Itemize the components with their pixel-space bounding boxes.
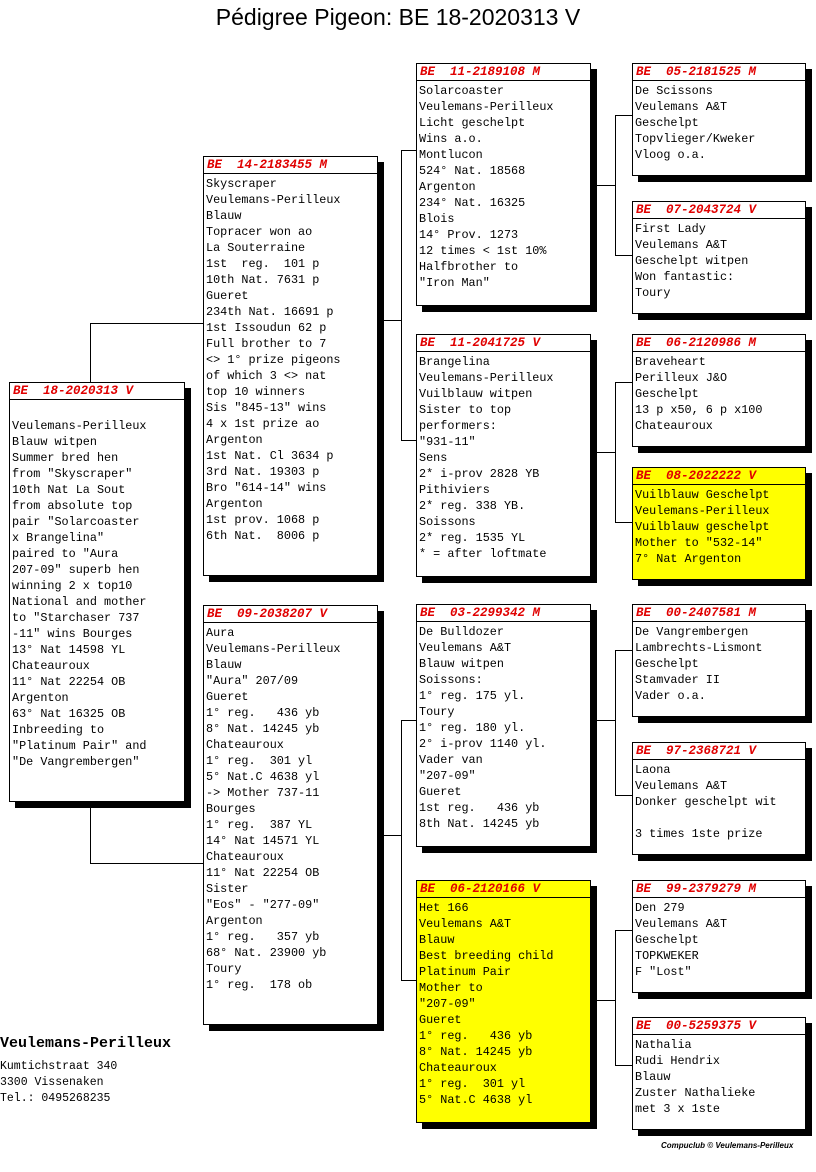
connector-line [615,522,633,523]
pigeon-detail-line: Skyscraper [206,177,277,191]
pigeon-card-ddd [632,1017,806,1130]
pigeon-detail-line: 14° Nat 14571 YL [206,834,320,848]
pigeon-details [204,174,377,544]
pigeon-detail-line: 1° reg. 387 YL [206,818,313,832]
connector-line [382,835,402,836]
connector-line [401,980,417,981]
pigeon-detail-line: 1° reg. 301 yl [206,754,313,768]
pigeon-detail-line: Rudi Hendrix [635,1054,720,1068]
pigeon-detail-line: Argenton [206,497,263,511]
pigeon-card-sdd [632,467,806,580]
ring-number: BE 18-2020313 V [10,383,184,400]
connector-line [596,452,616,453]
pigeon-detail-line: 63° Nat 16325 OB [12,707,126,721]
ring-number: BE 08-2022222 V [633,468,805,485]
pigeon-detail-line: First Lady [635,222,706,236]
pigeon-detail-line: 1st reg. 436 yb [419,801,540,815]
pigeon-detail-line: 2* reg. 338 YB. [419,499,526,513]
pigeon-detail-line: 1° reg. 175 yl. [419,689,526,703]
pigeon-detail-line: Blauw [635,1070,671,1084]
ring-number: BE 14-2183455 M [204,157,377,174]
pigeon-detail-line: 3 times 1ste prize [635,827,763,841]
pigeon-detail-line: Vuilblauw Geschelpt [635,488,770,502]
connector-line [401,720,402,980]
pigeon-card-sire [203,156,378,576]
ring-number: BE 05-2181525 M [633,64,805,81]
pigeon-detail-line: 1st Nat. Cl 3634 p [206,449,334,463]
pigeon-detail-line: Veulemans-Perilleux [635,504,770,518]
pigeon-detail-line: from "Skyscraper" [12,467,133,481]
pigeon-detail-line: 2° i-prov 1140 yl. [419,737,547,751]
pigeon-detail-line: Geschelpt [635,657,699,671]
pigeon-detail-line: Wins a.o. [419,132,483,146]
owner-street: Kumtichstraat 340 [0,1060,118,1073]
pigeon-detail-line: Chateauroux [206,738,284,752]
connector-line [90,863,204,864]
connector-line [596,185,616,186]
pigeon-detail-line: 12 times < 1st 10% [419,244,547,258]
pigeon-detail-line: Soissons: [419,673,483,687]
owner-city: 3300 Vissenaken [0,1076,104,1089]
pigeon-detail-line: 2* i-prov 2828 YB [419,467,540,481]
pigeon-detail-line: De Vangrembergen [635,625,749,639]
pigeon-detail-line: top 10 winners [206,385,306,399]
pigeon-card-dds [632,880,806,993]
pigeon-detail-line: 207-09" superb hen [12,563,140,577]
pigeon-detail-line: Argenton [206,914,263,928]
pigeon-detail-line: "Aura" 207/09 [206,674,299,688]
ring-number: BE 09-2038207 V [204,606,377,623]
pigeon-detail-line: Argenton [12,691,69,705]
pigeon-card-dsd [632,742,806,855]
pigeon-detail-line: TOPKWEKER [635,949,699,963]
pigeon-detail-line: National and mother [12,595,147,609]
pigeon-detail-line: "207-09" [419,997,476,1011]
pigeon-detail-line: Chateauroux [12,659,90,673]
pigeon-detail-line: Lambrechts-Lismont [635,641,763,655]
pigeon-detail-line: Braveheart [635,355,706,369]
pigeon-details [204,623,377,993]
pigeon-detail-line: Soissons [419,515,476,529]
pigeon-detail-line: 7° Nat Argenton [635,552,742,566]
ring-number: BE 06-2120986 M [633,335,805,352]
pigeon-detail-line: Geschelpt witpen [635,254,749,268]
pigeon-detail-line: Toury [206,962,242,976]
pigeon-detail-line: Blauw [206,209,242,223]
pigeon-detail-line: Toury [635,286,671,300]
connector-line [615,382,633,383]
pigeon-details [10,400,184,770]
pigeon-detail-line: Vuilblauw geschelpt [635,520,770,534]
pigeon-detail-line: Topracer won ao [206,225,313,239]
connector-line [401,720,417,721]
pigeon-details [633,898,805,980]
connector-line [615,255,633,256]
pigeon-detail-line: Gueret [206,690,249,704]
pigeon-detail-line: Sis "845-13" wins [206,401,327,415]
pigeon-detail-line: Blauw witpen [419,657,504,671]
pigeon-detail-line: Donker geschelpt wit [635,795,777,809]
pigeon-detail-line: Geschelpt [635,387,699,401]
pigeon-detail-line: Perilleux J&O [635,371,728,385]
pigeon-detail-line: Brangelina [419,355,490,369]
pigeon-detail-line: 5° Nat.C 4638 yl [419,1093,533,1107]
pigeon-detail-line: 11° Nat 22254 OB [12,675,126,689]
pigeon-detail-line: -> Mother 737-11 [206,786,320,800]
pigeon-detail-line: Best breeding child [419,949,554,963]
pigeon-detail-line: Veulemans-Perilleux [419,371,554,385]
pigeon-details [633,485,805,567]
pigeon-detail-line: Full brother to 7 [206,337,327,351]
pigeon-detail-line: Den 279 [635,901,685,915]
pigeon-detail-line: Gueret [419,785,462,799]
pigeon-detail-line: Geschelpt [635,933,699,947]
connector-line [615,1065,633,1066]
pigeon-detail-line: 2* reg. 1535 YL [419,531,526,545]
pigeon-detail-line: 8° Nat. 14245 yb [206,722,320,736]
pigeon-detail-line: 1° reg. 357 yb [206,930,320,944]
pigeon-detail-line: "931-11" [419,435,476,449]
pigeon-detail-line: Veulemans A&T [635,779,728,793]
pigeon-detail-line: Bro "614-14" wins [206,481,327,495]
page-title: Pédigree Pigeon: BE 18-2020313 V [215,4,581,30]
pigeon-detail-line: Veulemans A&T [635,917,728,931]
pigeon-details [633,219,805,301]
pigeon-details [633,760,805,842]
pigeon-detail-line: 1° reg. 178 ob [206,978,313,992]
connector-line [615,795,633,796]
connector-line [615,650,633,651]
pigeon-detail-line: 6th Nat. 8006 p [206,529,320,543]
pigeon-detail-line: "Iron Man" [419,276,490,290]
pigeon-card-sds [632,334,806,447]
pigeon-detail-line: 4 x 1st prize ao [206,417,320,431]
connector-line [615,382,616,522]
pigeon-detail-line: winning 2 x top10 [12,579,133,593]
connector-line [401,440,417,441]
pigeon-detail-line: Veulemans-Perilleux [206,642,341,656]
pigeon-detail-line: 68° Nat. 23900 yb [206,946,327,960]
pigeon-details [417,81,590,291]
pigeon-details [633,352,805,434]
connector-line [615,930,633,931]
pigeon-detail-line: 524° Nat. 18568 [419,164,526,178]
pigeon-card-sire-sire [416,63,591,306]
pigeon-detail-line: performers: [419,419,497,433]
pigeon-detail-line [10,402,184,418]
pigeon-details [633,1035,805,1117]
pigeon-detail-line: Veulemans-Perilleux [12,419,147,433]
pigeon-card-dam [203,605,378,1025]
pigeon-detail-line: Nathalia [635,1038,692,1052]
pigeon-detail-line: Blois [419,212,455,226]
pigeon-detail-line: Blauw [206,658,242,672]
pigeon-detail-line: 3rd Nat. 19303 p [206,465,320,479]
pigeon-detail-line: * = after loftmate [419,547,547,561]
pigeon-detail-line: Inbreeding to [12,723,105,737]
pigeon-detail-line: 11° Nat 22254 OB [206,866,320,880]
pigeon-detail-line: 1° reg. 436 yb [419,1029,533,1043]
ring-number: BE 03-2299342 M [417,605,590,622]
pigeon-detail-line: Argenton [419,180,476,194]
pigeon-detail-line: paired to "Aura [12,547,119,561]
pigeon-detail-line: Vloog o.a. [635,148,706,162]
pigeon-detail-line: Vuilblauw witpen [419,387,533,401]
pigeon-detail-line: 13 p x50, 6 p x100 [635,403,763,417]
pigeon-detail-line: Zuster Nathalieke [635,1086,756,1100]
pigeon-detail-line: De Scissons [635,84,713,98]
pigeon-card-dam-sire [416,604,591,847]
pigeon-detail-line: "Eos" - "277-09" [206,898,320,912]
pigeon-detail-line: Mother to "532-14" [635,536,763,550]
pigeon-card-dam-dam [416,880,591,1123]
pigeon-detail-line: Stamvader II [635,673,720,687]
pigeon-detail-line: 5° Nat.C 4638 yl [206,770,320,784]
pigeon-detail-line: Sister [206,882,249,896]
pigeon-detail-line: Bourges [206,802,256,816]
ring-number: BE 97-2368721 V [633,743,805,760]
pigeon-detail-line: 1st Issoudun 62 p [206,321,327,335]
ring-number: BE 00-2407581 M [633,605,805,622]
pigeon-detail-line: to "Starchaser 737 [12,611,140,625]
ring-number: BE 11-2041725 V [417,335,590,352]
pigeon-detail-line: Sens [419,451,448,465]
pigeon-card-subject [9,382,185,802]
ring-number: BE 11-2189108 M [417,64,590,81]
pigeon-detail-line: -11" wins Bourges [12,627,133,641]
pigeon-detail-line: Chateauroux [206,850,284,864]
pigeon-detail-line: from absolute top [12,499,133,513]
pigeon-detail-line: 8° Nat. 14245 yb [419,1045,533,1059]
pigeon-detail-line: Platinum Pair [419,965,512,979]
pigeon-detail-line: Toury [419,705,455,719]
pigeon-detail-line: Summer bred hen [12,451,119,465]
pigeon-detail-line: Aura [206,626,235,640]
pigeon-detail-line: Gueret [419,1013,462,1027]
pigeon-detail-line: Veulemans A&T [635,238,728,252]
pigeon-detail-line: Veulemans-Perilleux [206,193,341,207]
connector-line [401,150,402,440]
connector-line [615,650,616,795]
pigeon-details [633,622,805,704]
pigeon-detail-line: "De Vangrembergen" [12,755,140,769]
pigeon-detail-line [633,810,805,826]
pigeon-detail-line: Blauw [419,933,455,947]
connector-line [90,323,204,324]
pigeon-card-ssd [632,201,806,314]
pigeon-detail-line: x Brangelina" [12,531,105,545]
owner-name: Veulemans-Perilleux [0,1035,172,1052]
connector-line [615,115,633,116]
credit-footer: Compuclub © Veulemans-Perilleux [661,1141,794,1150]
pigeon-detail-line: Geschelpt [635,116,699,130]
pigeon-detail-line: pair "Solarcoaster [12,515,140,529]
pigeon-detail-line: Laona [635,763,671,777]
connector-line [596,720,616,721]
ring-number: BE 00-5259375 V [633,1018,805,1035]
ring-number: BE 99-2379279 M [633,881,805,898]
pigeon-detail-line: Veulemans A&T [419,641,512,655]
pigeon-detail-line: 8th Nat. 14245 yb [419,817,540,831]
pigeon-details [417,898,590,1108]
pigeon-detail-line: Chateauroux [419,1061,497,1075]
owner-phone: Tel.: 0495268235 [0,1092,111,1105]
pigeon-detail-line: 10th Nat. 7631 p [206,273,320,287]
connector-line [615,115,616,255]
pigeon-detail-line: Sister to top [419,403,512,417]
pigeon-detail-line: Mother to [419,981,483,995]
pigeon-detail-line: Veulemans-Perilleux [419,100,554,114]
pigeon-detail-line: Veulemans A&T [635,100,728,114]
connector-line [90,323,91,385]
pigeon-card-sire-dam [416,334,591,577]
pigeon-card-sss [632,63,806,176]
connector-line [401,150,417,151]
connector-line [596,1000,616,1001]
pigeon-detail-line: "Platinum Pair" and [12,739,147,753]
pigeon-detail-line: Won fantastic: [635,270,735,284]
pigeon-detail-line: 1st prov. 1068 p [206,513,320,527]
pigeon-detail-line: Argenton [206,433,263,447]
connector-line [90,803,91,863]
pigeon-detail-line: 1° reg. 436 yb [206,706,320,720]
pigeon-detail-line: Halfbrother to [419,260,519,274]
pigeon-detail-line: F "Lost" [635,965,692,979]
pigeon-detail-line: Vader van [419,753,483,767]
pigeon-detail-line: 13° Nat 14598 YL [12,643,126,657]
pigeon-detail-line: Gueret [206,289,249,303]
pigeon-detail-line: 14° Prov. 1273 [419,228,519,242]
pigeon-detail-line: Chateauroux [635,419,713,433]
pigeon-detail-line: met 3 x 1ste [635,1102,720,1116]
pigeon-card-dss [632,604,806,717]
pigeon-detail-line: La Souterraine [206,241,306,255]
pigeon-detail-line: Montlucon [419,148,483,162]
pigeon-details [417,622,590,832]
pigeon-detail-line: Veulemans A&T [419,917,512,931]
connector-line [615,930,616,1065]
ring-number: BE 07-2043724 V [633,202,805,219]
pigeon-detail-line: Topvlieger/Kweker [635,132,756,146]
pigeon-detail-line: 1° reg. 301 yl [419,1077,526,1091]
pigeon-detail-line: Licht geschelpt [419,116,526,130]
pigeon-detail-line: Blauw witpen [12,435,97,449]
pigeon-detail-line: Pithiviers [419,483,490,497]
pigeon-details [633,81,805,163]
pigeon-detail-line: De Bulldozer [419,625,504,639]
connector-line [382,320,402,321]
ring-number: BE 06-2120166 V [417,881,590,898]
pigeon-detail-line: "207-09" [419,769,476,783]
pigeon-detail-line: 234° Nat. 16325 [419,196,526,210]
pigeon-detail-line: 10th Nat La Sout [12,483,126,497]
pigeon-detail-line: Het 166 [419,901,469,915]
pigeon-detail-line: 1° reg. 180 yl. [419,721,526,735]
pigeon-detail-line: Solarcoaster [419,84,504,98]
pigeon-detail-line: <> 1° prize pigeons [206,353,341,367]
pigeon-details [417,352,590,562]
pigeon-detail-line: of which 3 <> nat [206,369,327,383]
pigeon-detail-line: 234th Nat. 16691 p [206,305,334,319]
pigeon-detail-line: Vader o.a. [635,689,706,703]
pigeon-detail-line: 1st reg. 101 p [206,257,320,271]
